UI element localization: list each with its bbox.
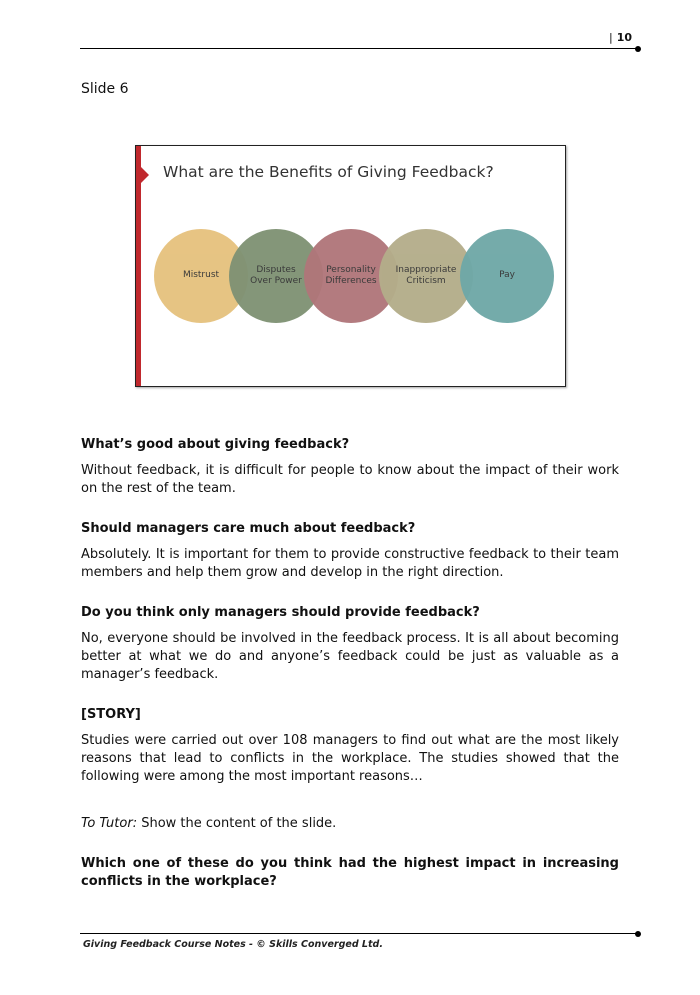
header-rule	[80, 48, 638, 49]
circle-pay	[460, 229, 554, 323]
circle-inappropriate-criticism	[379, 229, 473, 323]
answer-3: No, everyone should be involved in the feedback process. It is all about becoming better at what we do and anyone’s feedback could be just as valuable as a manager’s feedback.	[81, 631, 619, 682]
story-text: Studies were carried out over 108 managers to find out what are the most likely reasons that lead to conflicts in the workplace. The studies showed that the following were among the most important reasons…	[81, 733, 619, 784]
circle-label: Mistrust	[182, 270, 220, 281]
answer-1: Without feedback, it is difficult for people to know about the impact of their work on the rest of the team.	[81, 463, 619, 496]
slide-title: What are the Benefits of Giving Feedback?	[163, 163, 494, 181]
circle-label: Pay	[499, 270, 515, 281]
answer-2: Absolutely. It is important for them to provide constructive feedback to their team members and help them grow and develop in the right direction.	[81, 547, 619, 580]
question-2: Should managers care much about feedback?	[81, 521, 416, 536]
slide-label: Slide 6	[81, 81, 129, 97]
footer-text: Giving Feedback Course Notes - © Skills Converged Ltd.	[83, 939, 383, 950]
page-number	[609, 31, 632, 44]
final-question: Which one of these do you think had the highest impact in increasing conflicts in the workplace?	[81, 856, 619, 889]
footer-rule-end-dot	[635, 931, 641, 937]
footer-rule	[80, 933, 638, 934]
slide-title-arrow-icon	[141, 167, 149, 183]
page-number-value: 10	[616, 31, 632, 44]
header-rule-end-dot	[635, 46, 641, 52]
tutor-text: Show the content of the slide.	[141, 816, 337, 831]
notes-content	[81, 436, 619, 891]
circle-label: Disputes Over Power	[250, 264, 302, 286]
circle-label: Personality Differences	[325, 264, 377, 286]
question-3: Do you think only managers should provide feedback?	[81, 605, 480, 620]
circle-label: Inappropriate Criticism	[395, 264, 457, 286]
slide-thumbnail	[135, 145, 566, 387]
tutor-label: To Tutor:	[81, 816, 138, 831]
tutor-note	[81, 815, 619, 833]
page-number-separator: |	[608, 31, 613, 44]
question-1: What’s good about giving feedback?	[81, 437, 350, 452]
story-heading: [STORY]	[81, 707, 141, 722]
